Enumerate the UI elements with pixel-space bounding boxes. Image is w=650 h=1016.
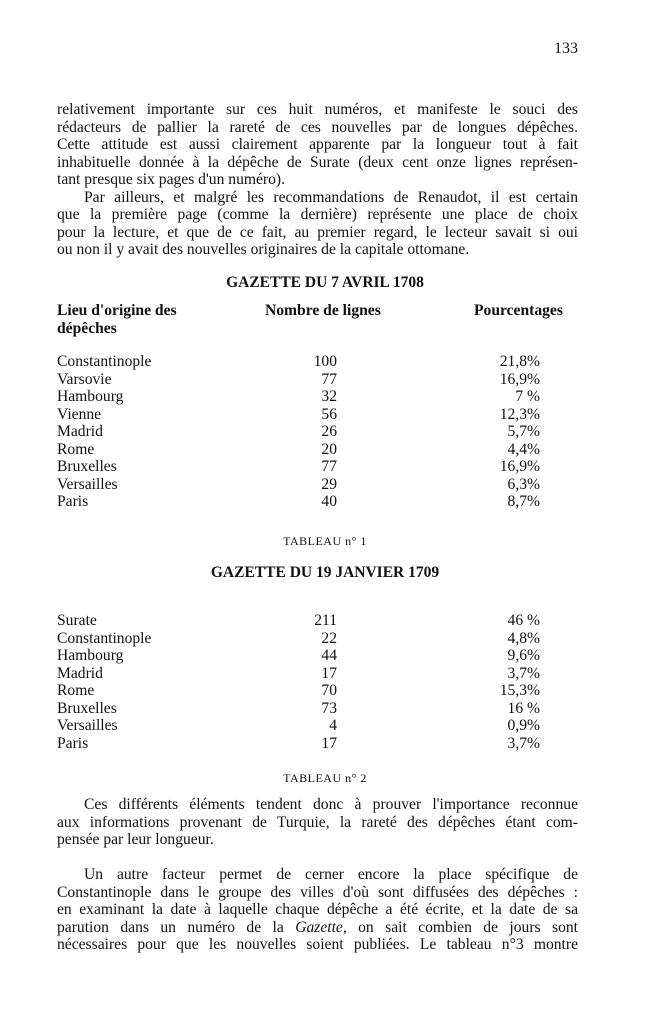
- text-line: nécessaires pour que les nouvelles soient publiées. Le tableau n°3 montre: [57, 936, 578, 953]
- table-row: [57, 441, 547, 459]
- percent-cell: 3,7%: [507, 734, 540, 752]
- text-line: inhabituelle donnée à la dépêche de Surate (deux cent onze lignes représen-: [57, 153, 578, 171]
- lines-cell: 56: [321, 405, 337, 423]
- table-row: [57, 717, 547, 735]
- text-line: tant presque six pages d'un numéro).: [57, 171, 285, 188]
- percent-cell: 6,3%: [507, 475, 540, 493]
- percent-cell: 15,3%: [499, 682, 540, 699]
- text-line: Un autre facteur permet de cerner encore la place spécifique de: [84, 866, 578, 883]
- percent-cell: 9,6%: [507, 647, 540, 664]
- table-row: [57, 353, 547, 371]
- header-lieu-line2: dépêches: [57, 319, 117, 337]
- text-line: pour la lecture, et que de ce fait, au premier regard, le lecteur savait si oui: [57, 223, 578, 241]
- text-line: Constantinople dans le groupe des villes d'où sont diffusées des dépêches :: [57, 883, 578, 901]
- lines-cell: 4: [329, 717, 337, 734]
- percent-cell: 12,3%: [499, 405, 540, 423]
- text-line: rédacteurs de pallier la rareté de ces nouvelles par de longues dépêches.: [57, 118, 578, 136]
- lines-cell: 211: [314, 612, 337, 629]
- header-lignes: Nombre de lignes: [265, 302, 381, 319]
- lines-cell: 40: [321, 493, 337, 510]
- text-line: ou non il y avait des nouvelles originaires de la capitale ottomane.: [57, 241, 470, 258]
- text-span: parution dans un numéro de la: [57, 918, 296, 936]
- table2-caption: TABLEAU n° 2: [283, 771, 367, 785]
- lines-cell: 77: [321, 370, 337, 388]
- percent-cell: 4,8%: [507, 629, 540, 647]
- text-line: en examinant la date à laquelle chaque dépêche a été écrite, et la date de sa: [57, 901, 578, 918]
- lines-cell: 29: [321, 475, 337, 493]
- header-lieu: [57, 302, 177, 337]
- percent-cell: 4,4%: [507, 440, 540, 458]
- city-cell: Paris: [57, 493, 89, 510]
- percent-cell: 3,7%: [507, 664, 540, 682]
- lines-cell: 44: [321, 647, 337, 664]
- paragraph-1: [57, 101, 578, 259]
- table-row: [57, 493, 547, 511]
- percent-cell: 46 %: [507, 612, 540, 629]
- table-row: [57, 476, 547, 494]
- percent-cell: 7 %: [515, 388, 540, 405]
- text-line: relativement importante sur ces huit numéros, et manifeste le souci des: [57, 101, 578, 118]
- lines-cell: 17: [321, 734, 337, 752]
- lines-cell: 20: [321, 440, 337, 458]
- percent-cell: 16,9%: [499, 370, 540, 388]
- lines-cell: 32: [321, 388, 337, 405]
- table-row: [57, 371, 547, 389]
- city-cell: Hambourg: [57, 647, 124, 664]
- city-cell: Surate: [57, 612, 97, 629]
- city-cell: Bruxelles: [57, 699, 117, 717]
- city-cell: Madrid: [57, 423, 103, 440]
- city-cell: Bruxelles: [57, 458, 117, 475]
- city-cell: Rome: [57, 440, 95, 458]
- table-row: [57, 423, 547, 441]
- text-line: Par ailleurs, et malgré les recommandations de Renaudot, il est certain: [84, 188, 578, 206]
- table-row: [57, 458, 547, 476]
- italic-gazette: Gazette,: [295, 918, 347, 936]
- percent-cell: 21,8%: [499, 353, 540, 370]
- text-line: [57, 919, 578, 937]
- lines-cell: 26: [321, 423, 337, 440]
- percent-cell: 0,9%: [507, 717, 540, 734]
- city-cell: Constantinople: [57, 629, 152, 647]
- table-row: [57, 665, 547, 683]
- table2-title: GAZETTE DU 19 JANVIER 1709: [210, 564, 440, 581]
- city-cell: Madrid: [57, 664, 103, 682]
- table-row: [57, 406, 547, 424]
- lines-cell: 70: [321, 682, 337, 699]
- city-cell: Versailles: [57, 717, 118, 734]
- city-cell: Paris: [57, 734, 89, 752]
- paragraph-4: [57, 866, 578, 954]
- table-row: [57, 682, 547, 700]
- header-lieu-line1: Lieu d'origine des: [57, 302, 177, 319]
- table-row: [57, 700, 547, 718]
- city-cell: Vienne: [57, 405, 102, 423]
- lines-cell: 22: [321, 629, 337, 647]
- lines-cell: 100: [313, 353, 337, 370]
- paragraph-3: [57, 796, 578, 849]
- table-row: [57, 647, 547, 665]
- percent-cell: 16,9%: [499, 458, 540, 475]
- city-cell: Hambourg: [57, 388, 124, 405]
- lines-cell: 77: [321, 458, 337, 475]
- text-line: Cette attitude est aussi clairement apparente par la longueur tout à fait: [57, 136, 578, 153]
- table-row: [57, 630, 547, 648]
- header-pourcentages: Pourcentages: [474, 302, 563, 319]
- text-line: Ces différents éléments tendent donc à prouver l'importance reconnue: [84, 796, 578, 813]
- percent-cell: 5,7%: [507, 423, 540, 440]
- city-cell: Versailles: [57, 475, 118, 493]
- text-line: pensée par leur longueur.: [57, 831, 214, 848]
- table1-title: GAZETTE DU 7 AVRIL 1708: [226, 274, 424, 291]
- city-cell: Rome: [57, 682, 95, 699]
- table1-caption: TABLEAU n° 1: [283, 534, 367, 548]
- lines-cell: 73: [321, 699, 337, 717]
- page-number: 133: [554, 40, 578, 57]
- text-line: que la première page (comme la dernière) représente une place de choix: [57, 206, 578, 223]
- percent-cell: 16 %: [507, 699, 540, 717]
- percent-cell: 8,7%: [507, 493, 540, 510]
- table-row: [57, 612, 547, 630]
- table-row: [57, 388, 547, 406]
- lines-cell: 17: [321, 664, 337, 682]
- text-span: on sait combien de jours sont: [346, 918, 579, 936]
- city-cell: Constantinople: [57, 353, 152, 370]
- city-cell: Varsovie: [57, 370, 112, 388]
- text-line: aux informations provenant de Turquie, la rareté des dépêches étant com-: [57, 813, 578, 831]
- table-row: [57, 735, 547, 753]
